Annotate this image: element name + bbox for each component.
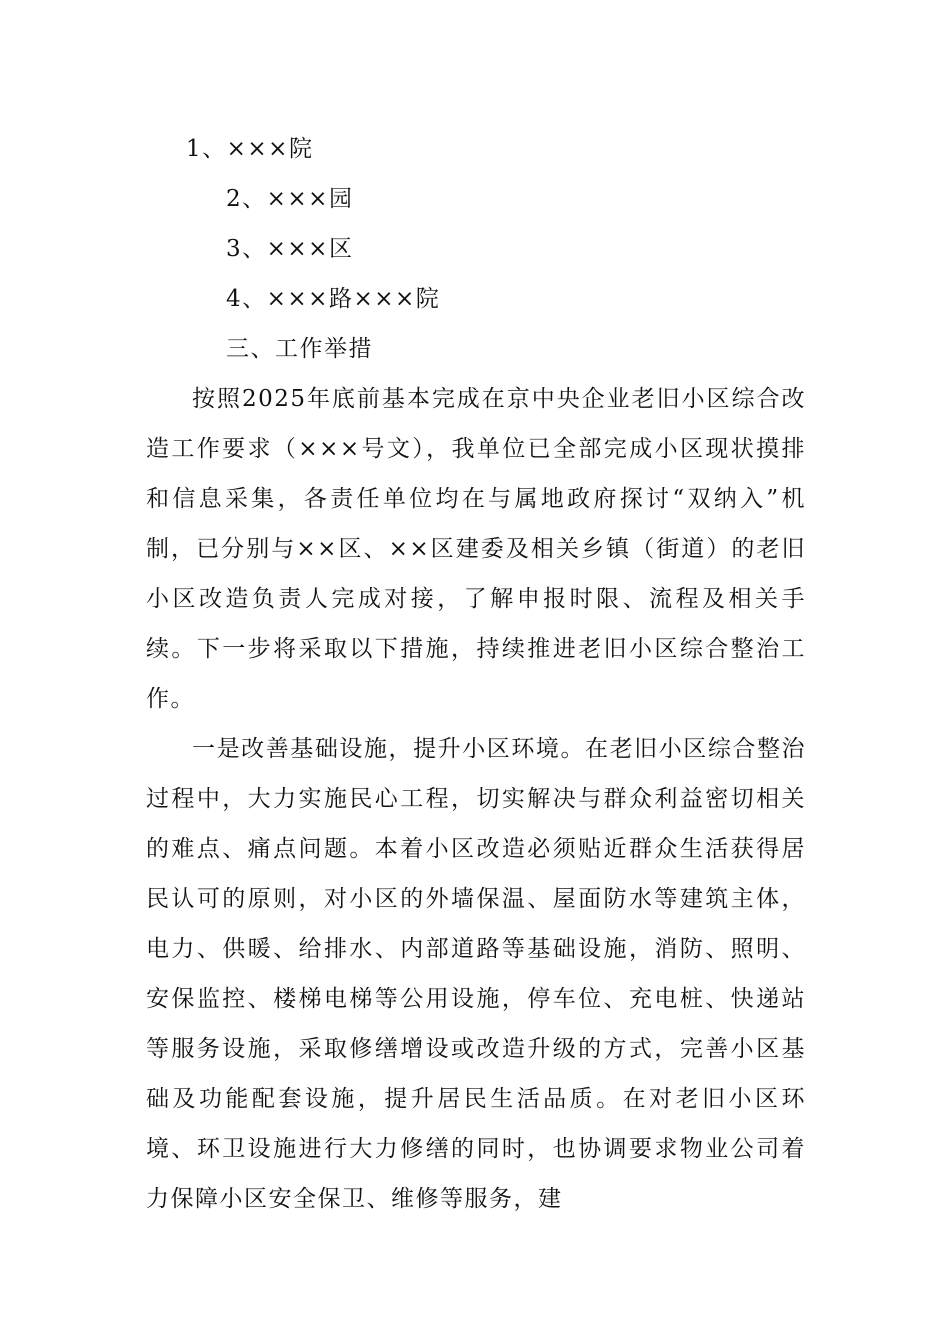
list-item-1: 1、×××院 [186,136,314,162]
list-item-2: 2、×××园 [226,186,354,212]
section-heading: 三、工作举措 [226,336,373,362]
paragraph-implementation: 按照2025年底前基本完成在京中央企业老旧小区综合改造工作要求（×××号文），我单位已全部完成小区现状摸排和信息采集，各责任单位均在与属地政府探讨“双纳入”机制，已分别与××区、××区建委及相关乡镇（街道）的老旧小区改造负责人完成对接，了解申报时限、流程及相关手续。下一步将采取以下措施，持续推进老旧小区综合整治工作。 [146,386,806,712]
list-item-3: 3、×××区 [226,236,354,262]
paragraph-infrastructure: 一是改善基础设施，提升小区环境。在老旧小区综合整治过程中，大力实施民心工程，切实解决与群众利益密切相关的难点、痛点问题。本着小区改造必须贴近群众生活获得居民认可的原则，对小区的外墙保温、屋面防水等建筑主体，电力、供暖、给排水、内部道路等基础设施，消防、照明、安保监控、楼梯电梯等公用设施，停车位、充电桩、快递站等服务设施，采取修缮增设或改造升级的方式，完善小区基础及功能配套设施，提升居民生活品质。在对老旧小区环境、环卫设施进行大力修缮的同时，也协调要求物业公司着力保障小区安全保卫、维修等服务，建 [146,736,806,1212]
list-item-4: 4、×××路×××院 [226,286,441,312]
